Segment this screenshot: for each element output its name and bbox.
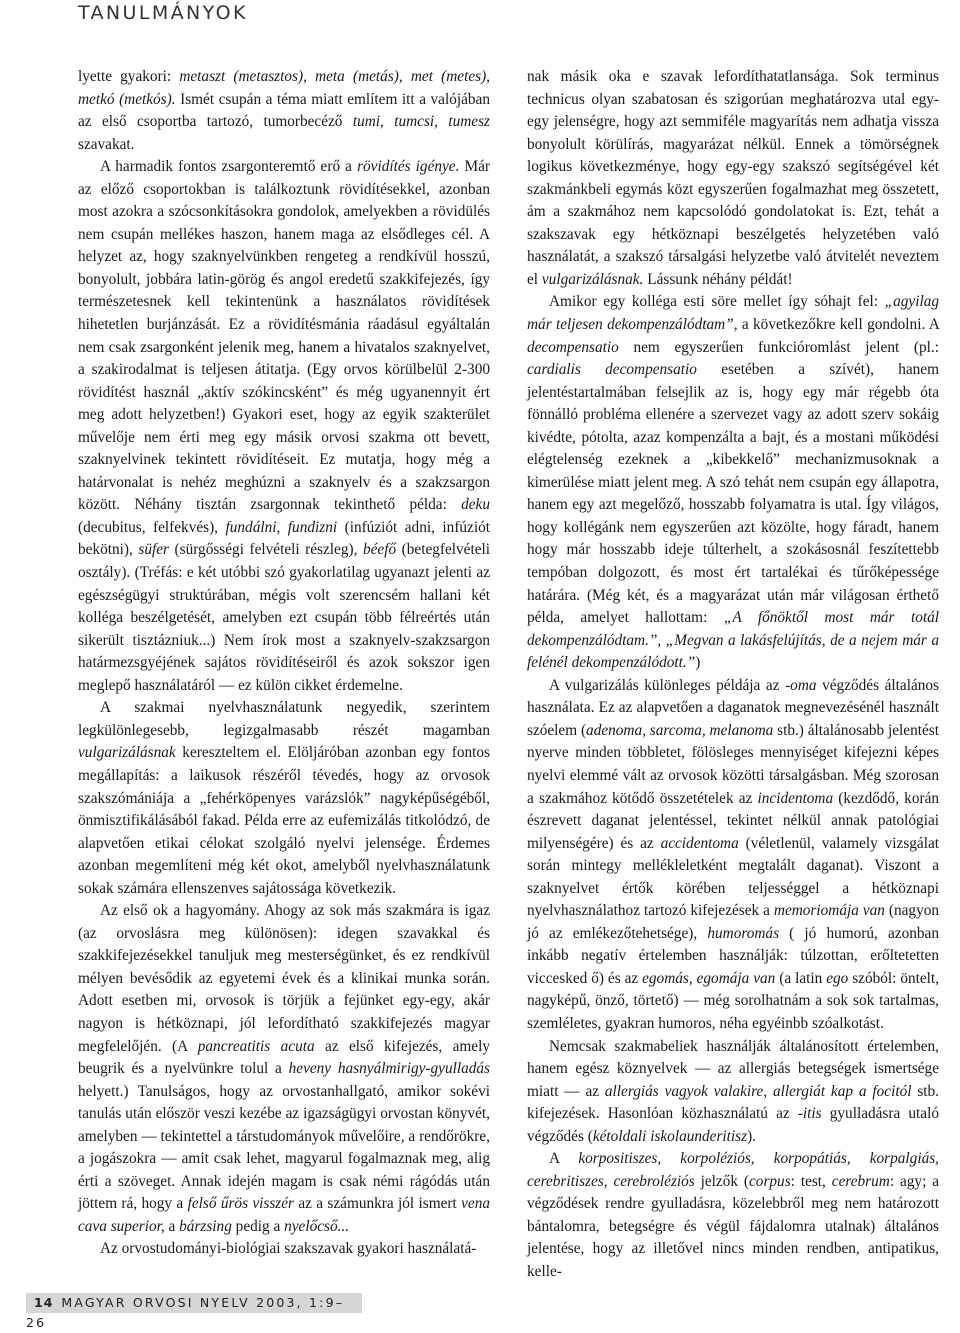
text-run: (betegfelvételi osztály). (Tréfás: e két utóbbi szó gyakorlatilag ugyanazt jelenti az egészségügyi struktúrában, mégis volt szerencsém hallani két kolléga beszélgetését, amelyben ezt csupán több félreértés után sikerült tisztázniuk...) Nem írok most a szaknyelv-szakzsargon határmezsgyéjének sajátos rövidítéseiről és azok sokszor igen meglepő használatáról — ez külön cikket érdemelne. <box>78 541 490 694</box>
page-footer <box>26 1293 362 1330</box>
italic-run: memoriomája van <box>773 902 885 920</box>
text-run: , a következőkre kell gondolni. A <box>733 316 939 334</box>
italic-run: kétoldali iskolaunderitisz <box>592 1127 748 1145</box>
italic-run: felső űrös visszér <box>187 1195 295 1213</box>
text-run: ( jó humorú, azonban inkább negatív értelemben használják: túlzottan, erőltetetten viccesked ő) és az <box>527 924 939 987</box>
text-run: nak másik oka e szavak lefordíthatatlansága. Sok terminus technicus olyan szabatosan és szigorúan meghatározva utal egy-egy jelenségre, hogy azt semmiféle magyarítás nem adhatja vissza bonyolult körülírás, magyarázat nélkül. Ennek a tömörségnek logikus következménye, hogy egy-egy szakszó segítségével két szakmánkbeli egymás közt egyszerűen fogalmazhat meg összetett, ám a szakmához nem kapcsolódó gondolatokat is. Ezt, tehát a szakszavak egy hétköznapi beszélgetés helyzetében való használatát, a szakszó társalgási helyzetbe való átvitelét neveztem el <box>527 68 939 288</box>
italic-run: vena cava superior, <box>78 1195 490 1235</box>
left-column <box>78 66 490 1261</box>
italic-run: incidentoma <box>757 789 834 807</box>
text-run: Már az előző csoportokban is találkoztunk rövidítésekkel, azonban most azokra a szócsonkításokra gondolok, amelyekben a rövidülés nem csupán mellékes haszon, hanem maga az elsődleges cél. A helyzet az, hogy szaknyelvünkben rengeteg a rendkívül hosszú, bonyolult, jobbára latin-görög és angol eredetű szakkifejezés, így természetesnek kell tekintenünk a használatos rövidítések hihetetlen burjánzását. Ez a rövidítésmánia ráadásul egyáltalán nem csak zsargonként jelenik meg, hanem a hivatalos szaknyelvet, a szakirodalmat is teljesen átitatja. (Egy orvos körülbelül 2-300 rövidítést használ „aktív szókincsként” és még ugyanennyit ért meg adott helyzetben!) Gyakori eset, hogy az egyik szakterület művelője nem érti meg egy másik orvosi szakma ott bevett, szaknyelvinek tekintett rövidítéseit. Ez mutatja, hogy még a határvonalat is nehéz meghúzni a szaknyelv és a szakzsargon között. Néhány tisztán zsargonnak tekinthető példa: <box>78 158 490 514</box>
italic-run: fundálni, fundizni <box>225 518 338 536</box>
paragraph <box>527 675 939 1036</box>
section-header: TANULMÁNYOK <box>78 2 248 24</box>
italic-run: rövidítés igénye. <box>357 158 460 176</box>
text-run: (a latin <box>775 969 827 987</box>
text-run: (nagyon jó az emlékezőtehetsége), <box>527 902 940 942</box>
text-run: az a számunkra jól ismert <box>294 1195 462 1213</box>
text-run: Ismét csupán a téma miatt említem itt a valójában az első csoportba tartozó, tumorbecéző <box>78 90 490 131</box>
text-run: : test, <box>790 1172 832 1190</box>
italic-run: ego <box>826 969 849 987</box>
italic-run: vulgarizálásnak. <box>541 270 644 288</box>
italic-run: „A főnöktől most már totál dekompenzálódtam.”, „Megvan a lakásfelújítás, de a nejem már a felénél dekompenzálódott.” <box>527 609 939 672</box>
italic-run: deku <box>461 496 490 514</box>
italic-run: allergiás vagyok valakire, allergiát kap a focitól <box>604 1082 912 1100</box>
text-run: (kezdődő, korán észrevett daganat jelentéssel, tekintet nélkül annak patológiai milyenségére) és az <box>527 789 940 852</box>
text-run: (véletlenül, valamely vizsgálat során mintegy mellékleletként megtalált daganat). Viszont a szaknyelvet értők körében teljességgel a hétköznapi nyelvhasználathoz tartozó kifejezések a <box>527 834 939 920</box>
paragraph <box>78 156 490 697</box>
text-run: (infúziót adni, infúziót bekötni), <box>78 518 490 559</box>
italic-run: metaszt (metasztos), meta (metás), met (metes), metkó (metkós). <box>78 68 490 108</box>
paragraph <box>78 900 490 1238</box>
italic-run: pancreatitis acuta <box>197 1037 315 1055</box>
text-run: Lássunk néhány példát! <box>643 270 793 288</box>
text-run: (sürgősségi felvételi részleg), <box>168 541 363 559</box>
italic-run: -oma <box>785 676 817 694</box>
text-run: lyette gyakori: <box>78 68 180 85</box>
italic-run: cerebrum <box>831 1172 890 1190</box>
italic-run: vulgarizálásnak <box>78 744 176 762</box>
italic-run: -itis <box>797 1105 822 1123</box>
text-run: Az orvostudományi-biológiai szakszavak gyakori használatá- <box>100 1240 477 1258</box>
italic-run: corpus <box>749 1172 791 1190</box>
paragraph <box>527 66 939 291</box>
text-run: Amikor egy kolléga esti söre mellet így sóhajt fel: <box>549 293 885 311</box>
paragraph <box>527 1036 939 1149</box>
text-run: a <box>164 1217 180 1235</box>
text-run: ). <box>747 1127 756 1145</box>
text-run: A szakmai nyelvhasználatunk negyedik, szerintem legkülönlegesebb, legizgalmasabb részét magamban <box>78 699 490 739</box>
text-run: esetében a szívét), hanem jelentéstartalmában felsejlik az is, hogy egy már régebb óta fönnálló probléma ellenére a szervezet vagy az adott szerv sokáig kivédte, pótolta, azaz kompenzálta a bajt, és a mostani működési elégtelenség ezeknek a „kibekkelő” mechanizmusoknak a kimerülése miatt jelent meg. A szó tehát nem csupán egy állapotra, hanem egy azt megelőző, hosszabb folyamatra is utal. Így világos, hogy kollégánk nem egyszerűen azt közölte, hogy fáradt, hanem hogy már hosszabb ideje túlterhelt, a szokásosnál feszítettebb tempóban dolgozott, és most ért tartalékai és tűrőképessége határára. (Még két, és a magyarázat után már világosan érthető példa, amelyet hallottam: <box>527 361 939 627</box>
italic-run: nyelőcső... <box>284 1217 350 1235</box>
italic-run: humoromás <box>707 924 780 942</box>
italic-run: süfer <box>138 541 169 559</box>
text-run: (decubitus, felfekvés), <box>78 518 226 536</box>
italic-run: heveny hasnyálmirigy-gyulladás <box>288 1060 490 1078</box>
text-run: Nemcsak szakmabeliek használják általánosított értelemben, hanem egész köznyelvek — az allergiás betegségek ismertsége miatt — az <box>527 1037 939 1100</box>
text-run: A vulgarizálás különleges példája az <box>549 676 786 694</box>
right-column <box>527 66 939 1284</box>
text-run: végződés általános használata. Ez az alapvetően a daganatok megnevezésénél használt szóelem ( <box>527 676 939 739</box>
text-run: A harmadik fontos zsargonteremtő erő a <box>100 158 358 176</box>
italic-run: „agyilag már teljesen dekompenzálódtam” <box>527 293 939 334</box>
text-run: szavakat. <box>78 135 135 153</box>
text-run: stb. kifejezések. Hasonlóan közhasználatú az <box>527 1082 939 1123</box>
paragraph <box>527 1148 939 1283</box>
italic-run: béefő <box>362 541 397 559</box>
text-run: ) <box>695 654 701 672</box>
text-run: az első kifejezés, amely beugrik és a nyelvünkre tolul a <box>78 1037 490 1078</box>
italic-run: cardialis decompensatio <box>527 361 697 379</box>
text-run: nem egyszerűen funkcióromlást jelent (pl.: <box>618 338 939 356</box>
italic-run: accidentoma <box>660 834 739 852</box>
paragraph <box>78 1238 490 1261</box>
paragraph <box>527 291 939 674</box>
text-run: kereszteltem el. Elöljáróban azonban egy fontos megállapítás: a laikusok részéről tévedés, hogy az orvosok szakszómániája a „fehérköpenyes varázslók” nagyképűségéből, önmisztifikálásából fakad. Példa erre az eufemizálás titkolódzó, de alapvetően etikai célokat szolgáló nyelvi jelensége. Érdemes azonban megemlíteni még két okot, amelyből nyelvhasználatunk sokak számára ellenszenves sajátossága következik. <box>78 744 490 897</box>
text-run: A <box>549 1150 579 1168</box>
text-run: stb.) általánosabb jelentést nyerve minden többletet, fölösleges mennyiséget kifejezni képes nyelvi elemmé vált az orvosok közötti társalgásban. Még szorosan a szakmához kötődő összetételek az <box>527 721 939 807</box>
text-run: Az első ok a hagyomány. Ahogy az sok más szakmára is igaz (az orvoslásra meg különösen): idegen szavakkal és szakkifejezésekkel tanuljuk meg mesterségünket, és ez rendkívül mélyen bevésődik az egyetemi évek és a klinikai munka során. Adott esetben mi, orvosok is törjük a fejünket egy-egy, akár nagyon is hétköznapi, jól lefordítható szakkifejezés magyar megfelelőjén. (A <box>78 902 490 1055</box>
text-run: jelzők ( <box>694 1172 750 1190</box>
text-run: : agy; a végződések rendre gyulladásra, közelebbről meg nem határozott bántalomra, betegségre és végül fájdalomra utalnak) általános jelentése, hogy az illetővel nincs minden rendben, antipatikus, kelle- <box>527 1172 940 1280</box>
text-run: helyett.) Tanulságos, hogy az orvostanhallgató, amikor sokévi tanulás után először veszi kezébe az igazságügyi orvostan könyvét, amelyben — tekintettel a társtudományok művelőire, a rendőrökre, a jogászokra — amit csak lehet, magyarul fogalmaznak meg, alig érti a szöveget. Annak idején magam is csak némi rágódás után jöttem rá, hogy a <box>78 1082 490 1213</box>
paragraph <box>78 697 490 900</box>
italic-run: decompensatio <box>527 338 619 356</box>
italic-run: bárzsing <box>179 1217 232 1235</box>
italic-run: adenoma, sarcoma, melanoma <box>586 721 774 739</box>
text-run: szóból: öntelt, nagyképű, önző, törtető) — még sorolhatnám a sok sok tartalmas, szemléletes, gyakran humoros, néha egyéinbb szóalkotást. <box>527 969 939 1032</box>
text-run: gyulladásra utaló végződés ( <box>527 1105 939 1145</box>
text-run: pedig a <box>231 1217 285 1235</box>
paragraph <box>78 66 490 156</box>
italic-run: tumi, tumcsi, tumesz <box>352 113 490 131</box>
italic-run: egomás, egomája van <box>642 969 776 987</box>
italic-run: korpositiszes, korpoléziós, korpopátiás, korpalgiás, cerebritiszes, cerebroléziós <box>527 1150 939 1190</box>
page-number: 14 <box>34 1295 54 1310</box>
journal-citation: MAGYAR ORVOSI NYELV 2003, 1:9–26 <box>26 1295 345 1330</box>
